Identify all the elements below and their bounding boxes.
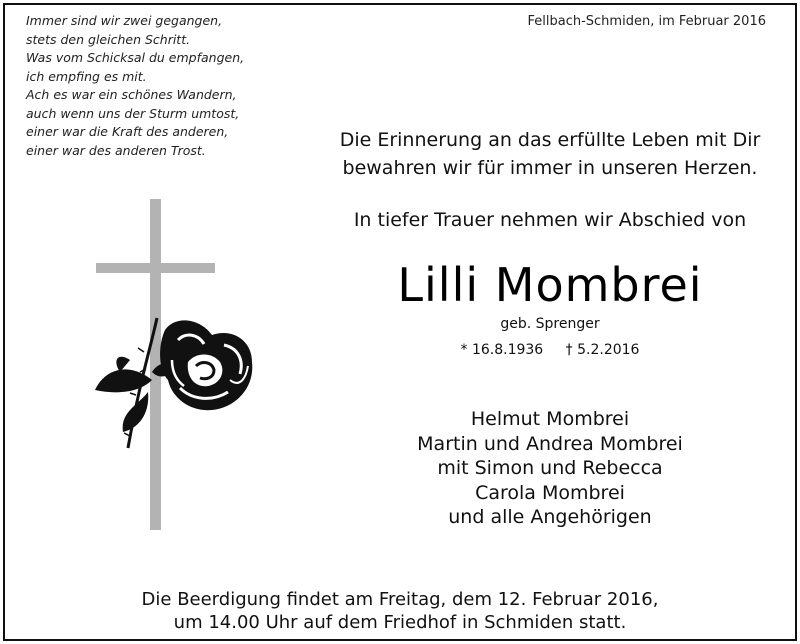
mourners-list <box>330 407 770 530</box>
mourner-line: Martin und Andrea Mombrei <box>417 432 683 455</box>
mourner-line: Helmut Mombrei <box>470 408 630 430</box>
poem-line: einer war des anderen Trost. <box>26 142 206 158</box>
funeral-line: um 14.00 Uhr auf dem Friedhof in Schmiden statt. <box>173 612 627 633</box>
funeral-info <box>40 588 760 634</box>
cross-and-rose <box>0 0 300 560</box>
death-date: † 5.2.2016 <box>565 342 640 358</box>
poem-line: stets den gleichen Schritt. <box>26 31 191 47</box>
poem-line: einer war die Kraft des anderen, <box>26 124 229 139</box>
birth-name: geb. Sprenger <box>500 316 600 332</box>
mourner-line: Carola Mombrei <box>475 481 625 504</box>
poem-line: auch wenn uns der Sturm umtost, <box>26 105 240 121</box>
poem-line: Ach es war ein schönes Wandern, <box>26 87 237 102</box>
farewell-text: In tiefer Trauer nehmen wir Abschied von <box>353 209 747 231</box>
place-date: Fellbach-Schmiden, im Februar 2016 <box>527 14 766 29</box>
mourner-line: mit Simon und Rebecca <box>437 457 663 479</box>
remembrance-line: Die Erinnerung an das erfüllte Leben mit Dir <box>339 129 761 151</box>
deceased-name: Lilli Mombrei <box>397 258 703 312</box>
poem-line: Immer sind wir zwei gegangen, <box>26 13 223 28</box>
mourner-line: und alle Angehörigen <box>448 506 652 528</box>
rose-icon <box>95 318 252 448</box>
remembrance-text <box>330 126 770 182</box>
remembrance-line: bewahren wir für immer in unseren Herzen. <box>342 157 758 179</box>
poem-line: ich empfing es mit. <box>26 68 147 84</box>
funeral-line: Die Beerdigung findet am Freitag, dem 12. Februar 2016, <box>141 589 659 610</box>
poem-line: Was vom Schicksal du empfangen, <box>26 50 245 65</box>
life-dates <box>330 340 770 360</box>
birth-date: * 16.8.1936 <box>460 342 544 358</box>
